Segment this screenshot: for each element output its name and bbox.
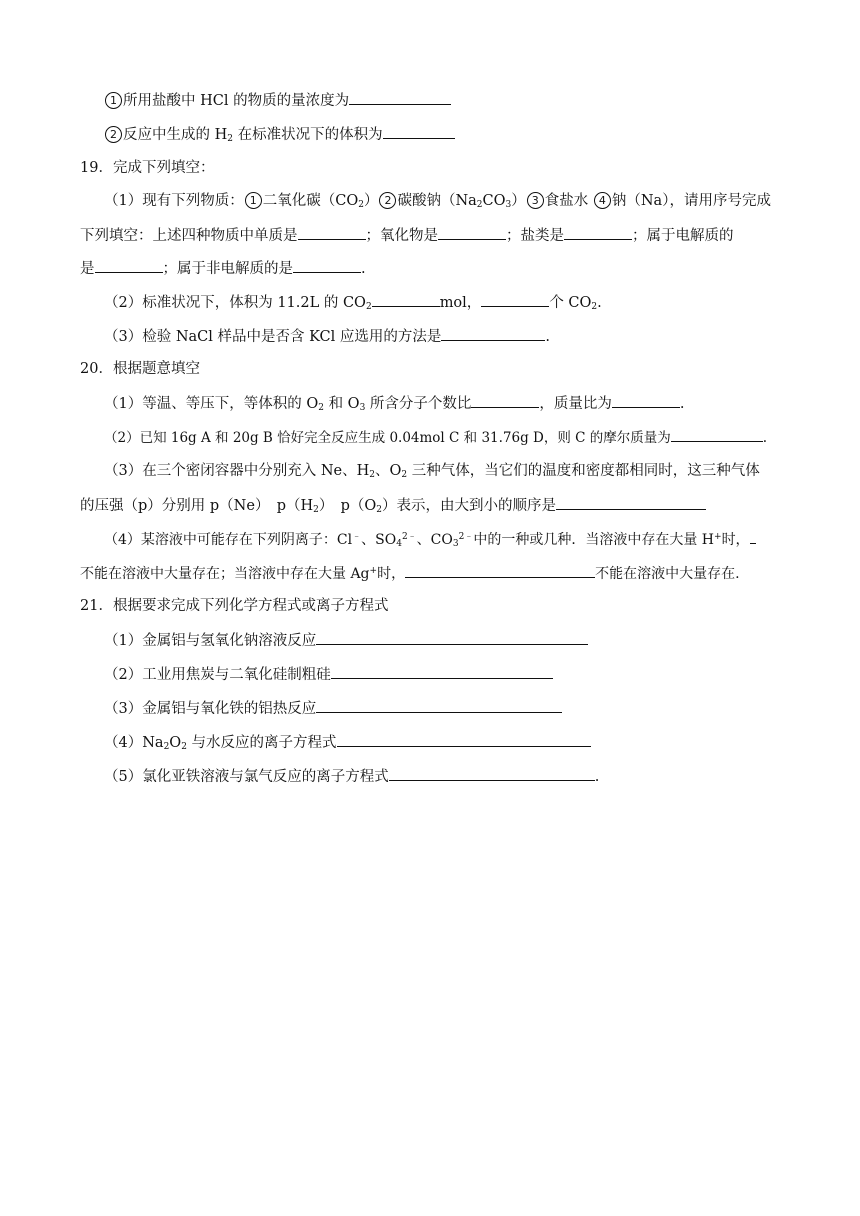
answer-blank[interactable] <box>389 766 595 781</box>
circled-number: 1 <box>105 92 122 109</box>
q21-part-2: （2）工业用焦炭与二氧化硅制粗硅 <box>104 664 860 685</box>
answer-blank[interactable] <box>438 225 506 240</box>
answer-blank[interactable] <box>556 495 706 510</box>
answer-blank[interactable] <box>293 258 361 273</box>
q20-title: 20．根据题意填空 <box>80 361 200 377</box>
answer-blank[interactable] <box>383 124 455 139</box>
circled-number: 1 <box>245 192 262 209</box>
circled-number: 3 <box>527 192 544 209</box>
answer-blank[interactable] <box>349 90 451 105</box>
q21-part-4: $(4)Na_2O_2$ 与水反应的离子方程式 <box>104 732 860 753</box>
q19-part-2: （2）标准状况下，体积为 11.2L 的 $CO_2$ mol， 个 $CO_2$. <box>104 292 860 313</box>
answer-blank[interactable] <box>750 529 756 544</box>
answer-blank[interactable] <box>405 563 595 578</box>
answer-blank[interactable] <box>337 732 591 747</box>
q20-part-2: （2）已知 16g A 和 20g B 恰好完全反应生成 0.04mol C 和 31.76g D，则 C 的摩尔质量为 . <box>104 427 860 448</box>
answer-blank[interactable] <box>298 225 366 240</box>
q19-part-1: （1）现有下列物质： 1 二氧化碳$(CO_2)$ 2 碳酸钠$(Na_2CO_3)$ 3 食盐水 4 钠（Na），请用序号完成 <box>104 193 771 210</box>
q20-part-4-line-2: 不能在溶液中大量存在；当溶液中存在大量 Ag+时， 不能在溶液中大量存在. <box>80 563 860 584</box>
q21-part-5: （5）氯化亚铁溶液与氯气反应的离子方程式 . <box>104 766 860 787</box>
answer-blank[interactable] <box>671 427 763 442</box>
q21-title: 21．根据要求完成下列化学方程式或离子方程式 <box>80 598 389 614</box>
q19-part-1-line-3: 是 ；属于非电解质的是 . <box>80 258 860 279</box>
answer-blank[interactable] <box>95 258 163 273</box>
circled-number: 4 <box>594 192 611 209</box>
circled-number: 2 <box>105 126 122 143</box>
answer-blank[interactable] <box>316 698 562 713</box>
answer-blank[interactable] <box>441 326 545 341</box>
answer-blank[interactable] <box>481 292 549 307</box>
q19-part-1-line-2: 下列填空：上述四种物质中单质是 ；氧化物是 ；盐类是 ；属于电解质的 <box>80 225 860 246</box>
q18-item-2: 2 反应中生成的 $H_2$ 在标准状况下的体积为 <box>104 124 860 145</box>
answer-blank[interactable] <box>331 664 553 679</box>
answer-blank[interactable] <box>471 393 539 408</box>
q20-part-3: （3）在三个密闭容器中分别充入 Ne、$H_2$、$O_2$ 三种气体，当它们的温度和密度都相同时，这三种气体 <box>104 463 760 480</box>
q19-part-3: （3）检验 NaCl 样品中是否含 KCl 应选用的方法是 . <box>104 326 860 347</box>
q20-part-1: （1）等温、等压下，等体积的 $O_2$ 和 $O_3$ 所含分子个数比 ，质量比为 . <box>104 393 860 414</box>
q20-part-4: （4）某溶液中可能存在下列阴离子：Cl﹣、$SO_4^{2﹣}$、$CO_3^{2﹣}$中的一种或几种．当溶液中存在大量 H+时， <box>104 529 860 550</box>
circled-number: 2 <box>379 192 396 209</box>
answer-blank[interactable] <box>372 292 440 307</box>
q21-part-3: （3）金属铝与氧化铁的铝热反应 <box>104 698 860 719</box>
answer-blank[interactable] <box>316 630 588 645</box>
q18-item-1: 1 所用盐酸中 HCl 的物质的量浓度为 <box>104 90 860 111</box>
q21-part-1: （1）金属铝与氢氧化钠溶液反应 <box>104 630 860 651</box>
q20-part-3-line-2: 的压强（p）分别用 p（Ne） $p(H_2)$ $p(O_2)$表示，由大到小的顺序是 <box>80 495 860 516</box>
q19-title: 19．完成下列填空： <box>80 160 215 176</box>
answer-blank[interactable] <box>612 393 680 408</box>
answer-blank[interactable] <box>564 225 632 240</box>
